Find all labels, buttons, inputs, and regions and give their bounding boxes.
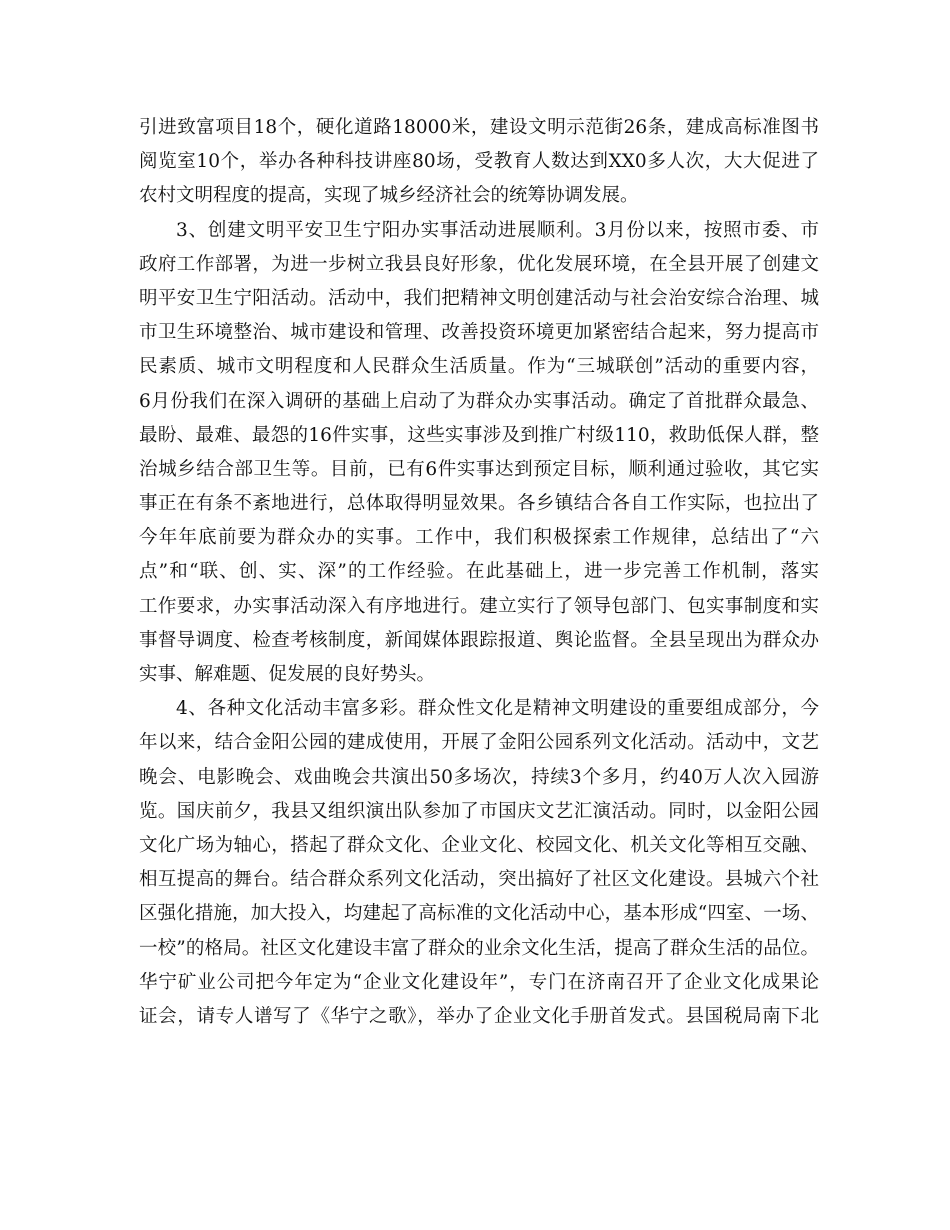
text-line-1: 引进致富项目18个，硬化道路18000米，建设文明示范街26条，建成高标准图书 [139,117,819,138]
paragraph-3-first-line: 3、创建文明平安卫生宁阳办实事活动进展顺利。3月份以来，按照市委、市 [176,219,819,241]
text-line-23: 相互提高的舞台。结合群众系列文化活动，突出搞好了社区文化建设。县城六个社 [139,869,819,891]
text-line-16: 事督导调度、检查考核制度，新闻媒体跟踪报道、舆论监督。全县呈现出为群众办 [139,629,819,651]
text-line-13: 今年年底前要为群众办的实事。工作中，我们积极探索工作规律，总结出了“六 [139,527,819,549]
text-line-9: 6月份我们在深入调研的基础上启动了为群众办实事活动。确定了首批群众最急、 [139,390,819,412]
text-line-12: 事正在有条不紊地进行，总体取得明显效果。各乡镇结合各自工作实际，也拉出了 [139,493,819,515]
text-line-7: 市卫生环境整治、城市建设和管理、改善投资环境更加紧密结合起来，努力提高市 [139,322,819,344]
text-line-22: 文化广场为轴心，搭起了群众文化、企业文化、校园文化、机关文化等相互交融、 [139,834,819,856]
text-line-21: 览。国庆前夕，我县又组织演出队参加了市国庆文艺汇演活动。同时，以金阳公园 [139,800,819,822]
text-line-10: 最盼、最难、最怨的16件实事，这些实事涉及到推广村级110，救助低保人群，整 [139,424,819,446]
text-line-19: 年以来，结合金阳公园的建成使用，开展了金阳公园系列文化活动。活动中，文艺 [139,732,819,754]
text-line-26: 华宁矿业公司把今年定为“企业文化建设年”，专门在济南召开了企业文化成果论 [139,971,819,993]
text-line-11: 治城乡结合部卫生等。目前，已有6件实事达到预定目标，顺利通过验收，其它实 [139,458,819,480]
text-line-25: 一校”的格局。社区文化建设丰富了群众的业余文化生活，提高了群众生活的品位。 [139,937,819,959]
text-line-6: 明平安卫生宁阳活动。活动中，我们把精神文明创建活动与社会治安综合治理、城 [139,287,819,309]
text-line-27: 证会，请专人谱写了《华宁之歌》，举办了企业文化手册首发式。县国税局南下北 [139,1005,819,1027]
text-line-3: 农村文明程度的提高，实现了城乡经济社会的统筹协调发展。 [139,185,639,207]
paragraph-4-first-line: 4、各种文化活动丰富多彩。群众性文化是精神文明建设的重要组成部分，今 [176,698,819,720]
text-line-8: 民素质、城市文明程度和人民群众生活质量。作为“三城联创”活动的重要内容， [139,356,819,378]
text-line-15: 工作要求，办实事活动深入有序地进行。建立实行了领导包部门、包实事制度和实 [139,595,819,617]
text-line-24: 区强化措施，加大投入，均建起了高标准的文化活动中心，基本形成“四室、一场、 [139,903,819,925]
body-text [139,111,819,1034]
text-line-5: 政府工作部署，为进一步树立我县良好形象，优化发展环境，在全县开展了创建文 [139,253,819,275]
text-line-2: 阅览室10个，举办各种科技讲座80场，受教育人数达到XX0多人次，大大促进了 [139,151,819,173]
text-line-14: 点”和“联、创、实、深”的工作经验。在此基础上，进一步完善工作机制，落实 [139,561,819,583]
text-line-20: 晚会、电影晚会、戏曲晚会共演出50多场次，持续3个多月，约40万人次入园游 [139,766,819,788]
text-line-17: 实事、解难题、促发展的良好势头。 [139,664,436,685]
